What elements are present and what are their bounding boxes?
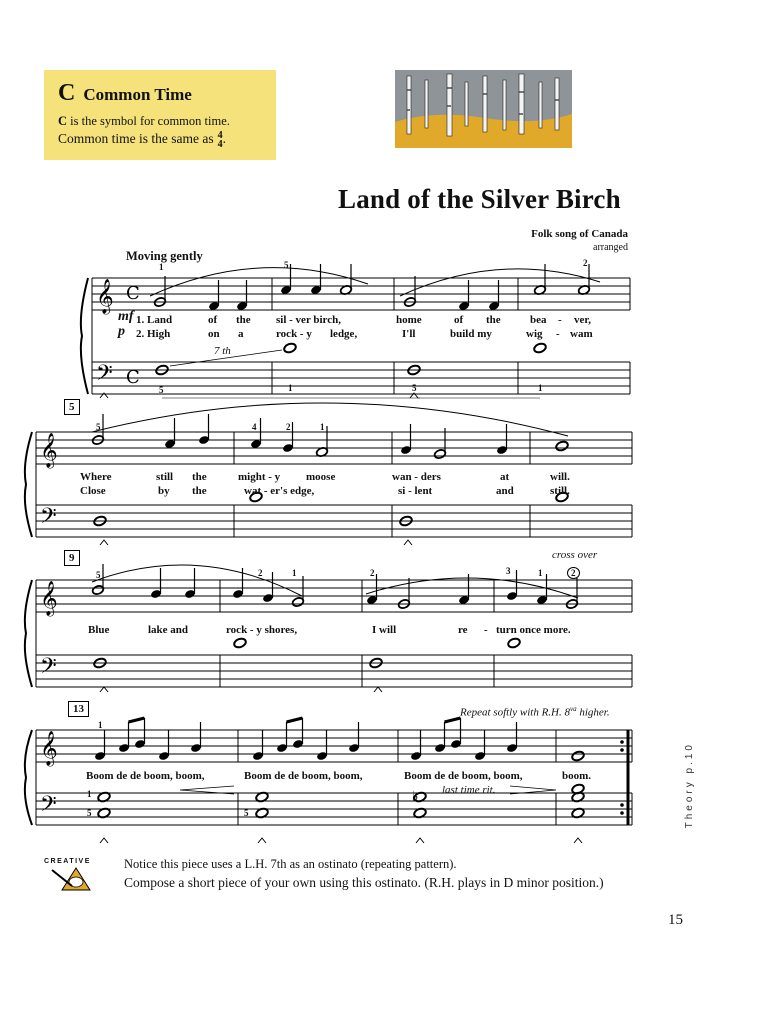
lyric: boom. — [562, 770, 592, 782]
frac-bottom: 4 — [217, 139, 223, 150]
lyric: wan - ders — [392, 471, 441, 483]
accent-mark — [100, 687, 108, 692]
fingering: 1 — [538, 568, 543, 578]
score-staves — [25, 264, 632, 843]
lyric: lake and — [148, 624, 189, 636]
staff-brace — [25, 730, 32, 825]
lyric: ver, — [574, 314, 592, 326]
accent-mark — [416, 838, 424, 843]
lyric: wig — [526, 328, 543, 340]
slur — [150, 268, 368, 296]
fingering: 5 — [284, 260, 289, 270]
accent-mark — [258, 838, 266, 843]
lyric: on — [208, 328, 220, 340]
lyric: Boom de de boom, boom, — [86, 770, 205, 782]
lyric: home — [396, 314, 422, 326]
lyric: Boom de de boom, boom, — [244, 770, 363, 782]
common-time-icon: C — [126, 367, 140, 388]
repeat-dot — [620, 748, 624, 752]
fingering: 5 — [96, 570, 101, 580]
lyric: might - y — [238, 471, 281, 483]
treble-clef-icon: 𝄞 — [96, 279, 114, 314]
common-time-line1-text: is the symbol for common time. — [70, 114, 230, 128]
lyric: bea — [530, 314, 547, 326]
lyric: the — [192, 471, 207, 483]
seventh-label: 7 th — [214, 345, 231, 357]
fingering: 1 — [87, 789, 92, 799]
last-time-rit: last time rit. — [442, 784, 496, 796]
accent-mark — [100, 838, 108, 843]
measure-number: 9 — [64, 550, 80, 566]
lyric: re — [458, 624, 468, 636]
lyric: a — [238, 328, 244, 340]
lyric: rock - y — [276, 328, 312, 340]
beam — [129, 718, 145, 722]
flat-icon: ♭ — [412, 789, 419, 805]
lyric: Boom de de boom, boom, — [404, 770, 523, 782]
fingering: 2 — [286, 422, 291, 432]
lyric: still. — [550, 485, 570, 497]
fingering: 1 — [98, 720, 103, 730]
fingering: 1 — [288, 383, 293, 393]
lyric: and — [496, 485, 514, 497]
staff-brace — [25, 580, 32, 687]
accent-mark — [374, 687, 382, 692]
song-source: Folk song of Canada — [531, 228, 628, 240]
whole-note — [571, 750, 585, 762]
whole-note — [507, 637, 521, 649]
repeat-note-text: Repeat softly with R.H. 8 — [460, 706, 570, 719]
beam — [445, 718, 461, 722]
lyric: still — [156, 471, 174, 483]
dynamic-mf: mf — [118, 309, 134, 324]
lyric: build my — [450, 328, 492, 340]
accent-mark — [100, 540, 108, 545]
bass-clef-icon: 𝄢 — [40, 792, 57, 822]
common-time-symbol-inline: C — [58, 114, 68, 128]
lyric: moose — [306, 471, 336, 483]
lyric: - — [556, 328, 560, 340]
beam — [287, 718, 303, 722]
lyric: Blue — [88, 624, 110, 636]
lyric: at — [500, 471, 510, 483]
bass-clef-icon: 𝄢 — [96, 361, 113, 391]
creative-text-1: Notice this piece uses a L.H. 7th as an ostinato (repeating pattern). — [124, 857, 457, 871]
whole-note — [533, 342, 547, 354]
dynamic-p: p — [118, 324, 125, 339]
treble-clef-icon: 𝄞 — [40, 731, 58, 766]
lyric: turn once more. — [496, 624, 571, 636]
lyric: - — [484, 624, 488, 636]
creative-text-2: Compose a short piece of your own using this ostinato. (R.H. plays in D minor position.) — [124, 875, 604, 890]
common-time-symbol: C — [58, 80, 76, 106]
creative-label: CREATIVE — [44, 858, 91, 865]
common-time-line2-text: Common time is the same as — [58, 131, 214, 147]
whole-note — [555, 440, 569, 452]
frac-top: 4 — [217, 130, 223, 141]
fingering: 5 — [96, 422, 101, 432]
fingering: 1 — [159, 262, 164, 272]
lyric: of — [208, 314, 218, 326]
lyric: Where — [80, 471, 112, 483]
lyric: wam — [570, 328, 593, 340]
tempo-marking: Moving gently — [126, 249, 203, 263]
lyric: of — [454, 314, 464, 326]
whole-note — [283, 342, 297, 354]
lyric: the — [192, 485, 207, 497]
lyric: I will — [372, 624, 397, 636]
common-time-icon: C — [126, 283, 140, 304]
lyric: wat - er's edge, — [244, 485, 315, 497]
song-title: Land of the Silver Birch — [338, 184, 621, 214]
fingering: 1 — [320, 422, 325, 432]
bass-clef-icon: 𝄢 — [40, 504, 57, 534]
repeat-dot — [620, 803, 624, 807]
fingering: 4 — [252, 422, 257, 432]
treble-clef-icon: 𝄞 — [40, 581, 58, 616]
lyric: si - lent — [398, 485, 433, 497]
lyric: the — [236, 314, 251, 326]
repeat-note — [460, 705, 610, 719]
lyric: 1. Land — [136, 314, 173, 326]
lyric: I'll — [402, 328, 416, 340]
staff-brace — [81, 278, 88, 394]
cross-over-label: cross over — [552, 549, 598, 561]
lyric: the — [486, 314, 501, 326]
lyric: ledge, — [330, 328, 358, 340]
measure-number: 5 — [64, 399, 80, 415]
fingering: 2 — [258, 568, 263, 578]
fingering: 5 — [159, 385, 164, 395]
treble-clef-icon: 𝄞 — [40, 433, 58, 468]
staff-brace — [25, 432, 32, 537]
accent-mark — [574, 838, 582, 843]
song-arranged: arranged — [593, 242, 628, 253]
slur — [400, 269, 600, 296]
common-time-line2-end: . — [222, 131, 226, 147]
common-time-heading: Common Time — [83, 85, 192, 104]
repeat-note-sup: va — [569, 705, 577, 713]
lyric: by — [158, 485, 170, 497]
measure-number: 13 — [68, 701, 89, 717]
whole-note — [233, 637, 247, 649]
fingering: 3 — [506, 566, 511, 576]
fingering: 1 — [538, 383, 543, 393]
lyric: sil - ver birch, — [276, 314, 341, 326]
lyric: will. — [550, 471, 570, 483]
creative-icon — [46, 866, 108, 892]
theory-reference: Theory p.10 — [684, 742, 695, 829]
fingering: 5 — [87, 808, 92, 818]
repeat-dot — [620, 740, 624, 744]
page-number: 15 — [668, 912, 683, 928]
lyric: Close — [80, 485, 106, 497]
bass-clef-icon: 𝄢 — [40, 654, 57, 684]
fingering: 2 — [583, 258, 588, 268]
slur — [92, 403, 568, 436]
lyric: rock - y shores, — [226, 624, 298, 636]
fingering: 2 — [370, 568, 375, 578]
fingering-circled: 2 — [567, 567, 580, 579]
fingering: 5 — [244, 808, 249, 818]
lyric: - — [558, 314, 562, 326]
repeat-dot — [620, 811, 624, 815]
accent-mark — [404, 540, 412, 545]
fingering: 5 — [412, 383, 417, 393]
lyric: 2. High — [136, 328, 171, 340]
fingering: 1 — [292, 568, 297, 578]
repeat-note-end: higher. — [576, 706, 610, 719]
